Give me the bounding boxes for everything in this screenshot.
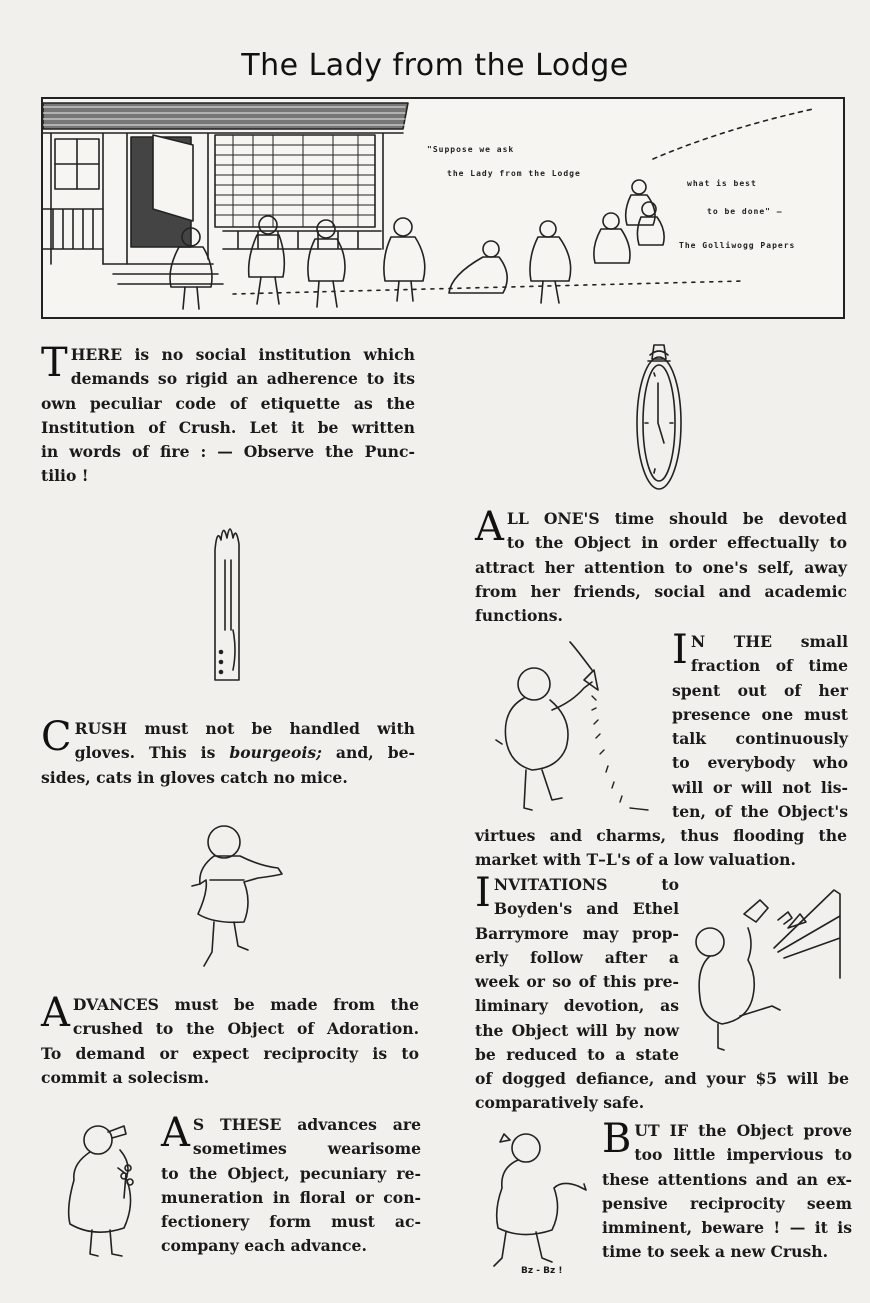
text-line: UT IF the Object prove <box>634 1121 852 1140</box>
text-line: demands so rigid an adherence to its <box>70 369 415 389</box>
dropcap: I <box>475 870 491 916</box>
text-line: gloves. This is bourgeois; and, be- <box>74 743 415 763</box>
text-line: ten, of the Object's <box>672 802 848 822</box>
text-line: spent out of her <box>672 680 848 700</box>
text-line: fraction of time <box>690 656 848 676</box>
text-line: talk continuously <box>672 729 848 749</box>
text-line: company each advance. <box>161 1236 367 1256</box>
text-line: fectionery form must ac- <box>161 1212 421 1232</box>
dropcap: A <box>161 1110 190 1156</box>
text-line: the Object will by now <box>475 1020 679 1040</box>
text-line: to the Object, pecuniary re- <box>161 1163 421 1183</box>
text-line: Barrymore may prop- <box>475 923 679 943</box>
header-quote-line1: "Suppose we ask <box>427 145 515 154</box>
paragraph-but-if <box>602 1116 852 1265</box>
text-line: Boyden's and Ethel <box>493 899 679 919</box>
text-line: To demand or expect reciprocity is to <box>41 1043 419 1063</box>
text-line: crushed to the Object of Adoration. <box>72 1019 419 1039</box>
header-quote-line3: what is best <box>687 179 757 188</box>
text-line: presence one must <box>672 704 848 724</box>
paragraph-gloves <box>41 714 415 790</box>
paragraph-invitations <box>475 870 679 1067</box>
girl-on-phone-drawing <box>486 1128 596 1278</box>
girl-with-horn-drawing <box>488 640 658 820</box>
paragraph-invitations-cont <box>475 1067 849 1116</box>
text-line: of dogged defiance, and your $5 will be <box>475 1069 849 1088</box>
text-line: pensive reciprocity seem <box>602 1193 852 1213</box>
text-line: DVANCES must be made from the <box>72 995 419 1014</box>
text-line: commit a solecism. <box>41 1067 210 1087</box>
paragraph-small-fraction-cont <box>475 824 847 873</box>
text-line: market with T–L's of a low valuation. <box>475 850 796 870</box>
paragraph-time-devoted <box>475 504 847 628</box>
text-line: liminary devotion, as <box>475 996 679 1016</box>
text-line: own peculiar code of etiquette as the <box>41 393 415 413</box>
text-line: NVITATIONS to <box>493 875 679 894</box>
dropcap: T <box>41 340 68 386</box>
text-line: attract her attention to one's self, away <box>475 557 847 577</box>
girl-walking-drawing <box>178 822 288 972</box>
text-line: from her friends, social and academic <box>475 581 847 601</box>
text-line: erly follow after a <box>475 947 679 967</box>
bzz-caption: Bz - Bz ! <box>521 1266 563 1276</box>
text-line: week or so of this pre- <box>475 972 679 992</box>
text-line: HERE is no social institution which <box>70 345 415 364</box>
text-line: S THESE advances are <box>192 1115 421 1134</box>
dropcap: A <box>41 990 70 1036</box>
text-line: functions. <box>475 606 563 626</box>
header-quote-line4: to be done" — <box>707 207 783 216</box>
paragraph-as-these <box>161 1110 421 1259</box>
text-line: imminent, beware ! — it is <box>602 1218 852 1238</box>
text-line: will or will not lis- <box>672 777 848 797</box>
text-line: to everybody who <box>672 753 848 773</box>
paragraph-punctilio <box>41 340 415 489</box>
text-line: time to seek a new Crush. <box>602 1242 829 1262</box>
text-line: Institution of Crush. Let it be written <box>41 417 415 437</box>
paragraph-advances <box>41 990 419 1090</box>
header-illustration <box>41 97 845 319</box>
pocket-watch-drawing <box>628 343 688 493</box>
text-line: N THE small <box>690 632 848 651</box>
text-line: tilio ! <box>41 466 89 486</box>
girl-with-flowers-drawing <box>64 1118 154 1268</box>
text-line: virtues and charms, thus flooding the <box>475 826 847 845</box>
text-line: RUSH must not be handled with <box>74 719 415 738</box>
text-line: too little impervious to <box>634 1145 852 1165</box>
glove-drawing <box>203 520 253 690</box>
girl-at-window-drawing <box>688 888 858 1058</box>
header-quote-source: The Golliwogg Papers <box>679 241 796 250</box>
text-line: muneration in floral or con- <box>161 1187 421 1207</box>
dropcap: I <box>672 627 688 673</box>
dropcap: B <box>602 1116 632 1162</box>
text-line: in words of fire : — Observe the Punc- <box>41 442 415 462</box>
text-line: LL ONE'S time should be devoted <box>506 509 847 528</box>
text-line: sometimes wearisome <box>192 1139 421 1159</box>
text-line: these attentions and an ex- <box>602 1169 852 1189</box>
dropcap: C <box>41 714 72 760</box>
dropcap: A <box>475 504 504 550</box>
text-line: comparatively safe. <box>475 1093 645 1113</box>
text-line: sides, cats in gloves catch no mice. <box>41 767 348 787</box>
text-line: be reduced to a state <box>475 1045 679 1065</box>
text-line: to the Object in order effectually to <box>506 533 847 553</box>
page-title: The Lady from the Lodge <box>241 48 629 83</box>
paragraph-small-fraction <box>672 627 848 824</box>
header-quote-line2: the Lady from the Lodge <box>447 169 581 178</box>
